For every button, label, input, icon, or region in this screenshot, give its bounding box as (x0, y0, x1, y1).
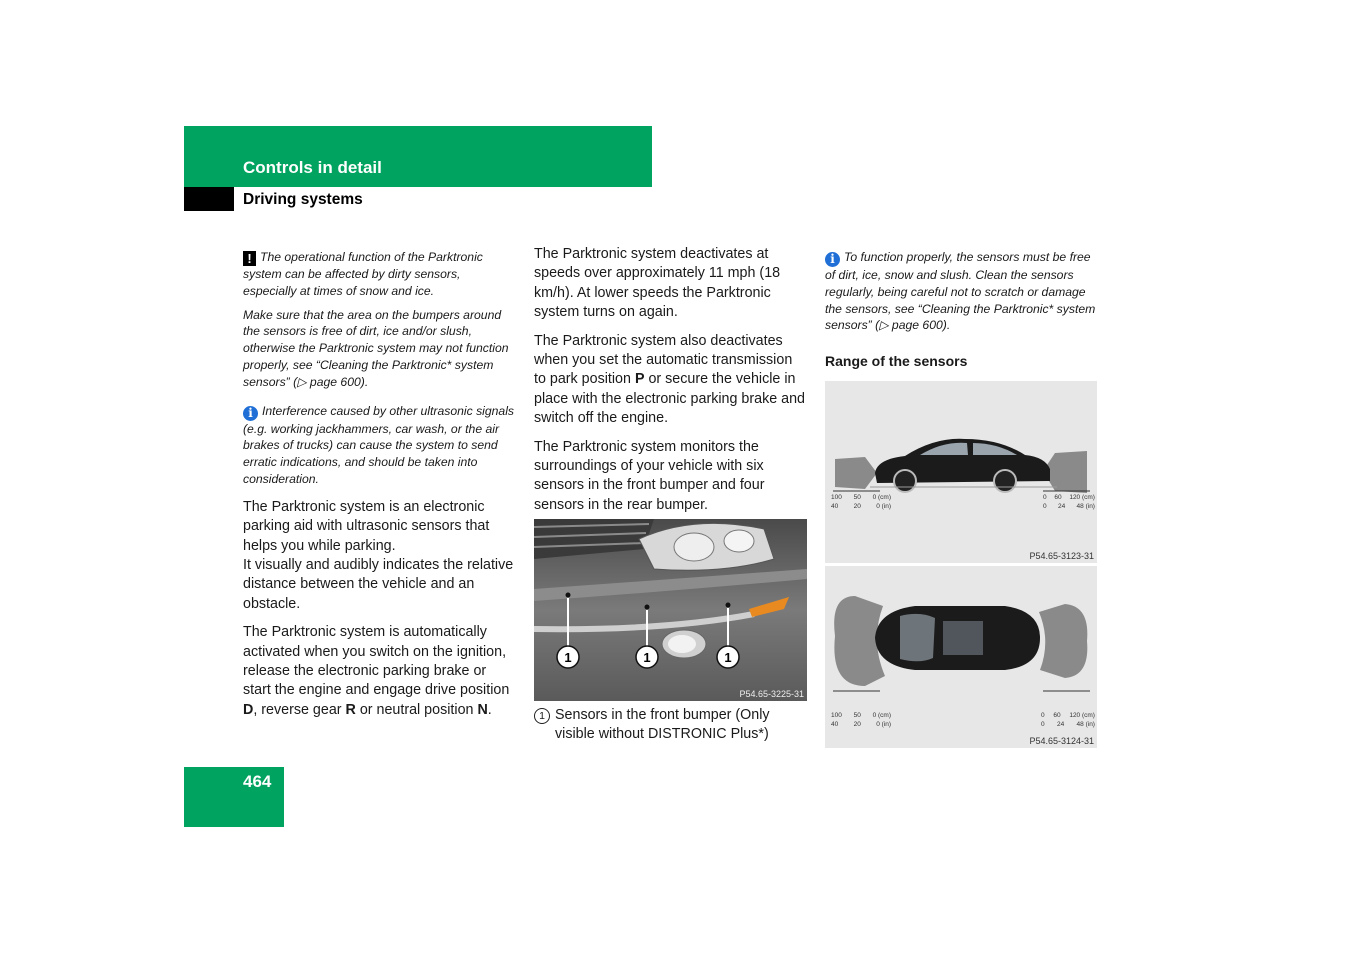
info-text-right: To function properly, the sensors must be free of dirt, ice, snow and slush. Clean the sensors regularly, being careful not to scratch or damage the sensors, see “Cleaning the Parktronic* system sensors” (▷ page 600). (825, 250, 1096, 333)
info-note-left (243, 403, 517, 488)
page-number: 464 (243, 772, 272, 791)
section-title: Controls in detail (243, 158, 382, 177)
warning-note (243, 249, 517, 391)
middle-column (534, 245, 807, 524)
front-bumper-illustration (534, 519, 807, 701)
right-column (825, 249, 1097, 369)
subsection-title: Driving systems (243, 191, 363, 208)
warning-text-2: Make sure that the area on the bumpers around the sensors is free of dirt, ice and/or slush, otherwise the Parktronic system may not function properly, see “Cleaning the Parktronic* system sensors” (▷ page 600). (243, 307, 509, 389)
scale-left-cm-1: 100 50 0 (cm) (831, 494, 891, 501)
scale-right-cm-2: 0 60 120 (cm) (1041, 712, 1095, 719)
figure-code-top: P54.65-3124-31 (1029, 736, 1094, 746)
scale-left-cm-2: 100 50 0 (cm) (831, 712, 891, 719)
paragraph-intro-b: It visually and audibly indicates the relative distance between the vehicle and an obstacle. (243, 556, 514, 612)
scale-right-in-1: 0 24 48 (in) (1043, 503, 1095, 510)
caption-text: Sensors in the front bumper (Only visible without DISTRONIC Plus*) (555, 707, 770, 743)
side-view-illustration (825, 381, 1097, 563)
range-heading: Range of the sensors (825, 353, 968, 370)
scale-right-in-2: 0 24 48 (in) (1041, 721, 1095, 728)
callout-1c: 1 (724, 650, 732, 665)
warning-text-1: The operational function of the Parktronic system can be affected by dirty sensors, especially at times of snow and ice. (243, 250, 483, 298)
header-tab-marker (184, 187, 234, 211)
scale-left-in-1: 40 20 0 (in) (831, 503, 891, 510)
paragraph-intro-a: The Parktronic system is an electronic parking aid with ultrasonic sensors that helps you while parking. (243, 498, 490, 554)
callout-1a: 1 (564, 650, 572, 665)
paragraph-activation: The Parktronic system is automatically activated when you switch on the ignition, release the electronic parking brake or start the engine and engage drive position D, reverse gear R or neutral position N. (243, 624, 510, 718)
scale-left-in-2: 40 20 0 (in) (831, 721, 891, 728)
range-figure-side (825, 381, 1097, 563)
range-figure-top (825, 566, 1097, 748)
figure-caption (534, 706, 807, 745)
paragraph-monitoring: The Parktronic system monitors the surroundings of your vehicle with six sensors in the front bumper and four sensors in the rear bumper. (534, 438, 765, 513)
scale-right-cm-1: 0 60 120 (cm) (1043, 494, 1095, 501)
left-column (243, 249, 517, 729)
info-icon: i (825, 252, 840, 267)
figure-code-side: P54.65-3123-31 (1029, 551, 1094, 561)
position-r: R (345, 701, 356, 718)
position-n: N (477, 701, 488, 718)
front-bumper-figure (534, 519, 807, 701)
position-d: D (243, 701, 254, 718)
caption-number: 1 (534, 708, 550, 724)
position-p: P (634, 371, 645, 388)
paragraph-deactivation-speed: The Parktronic system deactivates at speeds over approximately 11 mph (18 km/h). At lower speeds the Parktronic system turns on again. (534, 246, 781, 321)
info-icon: i (243, 406, 258, 421)
info-note-right (825, 249, 1097, 334)
paragraph-deactivation-park: The Parktronic system also deactivates when you set the automatic transmission to park position P or secure the vehicle in place with the electronic parking brake and switch off the engine. (534, 332, 806, 427)
figure-code-front: P54.65-3225-31 (739, 689, 804, 699)
callout-1b: 1 (643, 650, 651, 665)
warning-icon: ! (243, 251, 256, 266)
info-text-left: Interference caused by other ultrasonic signals (e.g. working jackhammers, car wash, or the air brakes of trucks) can cause the system to send erratic indications, and should be taken into consideration. (243, 403, 515, 486)
